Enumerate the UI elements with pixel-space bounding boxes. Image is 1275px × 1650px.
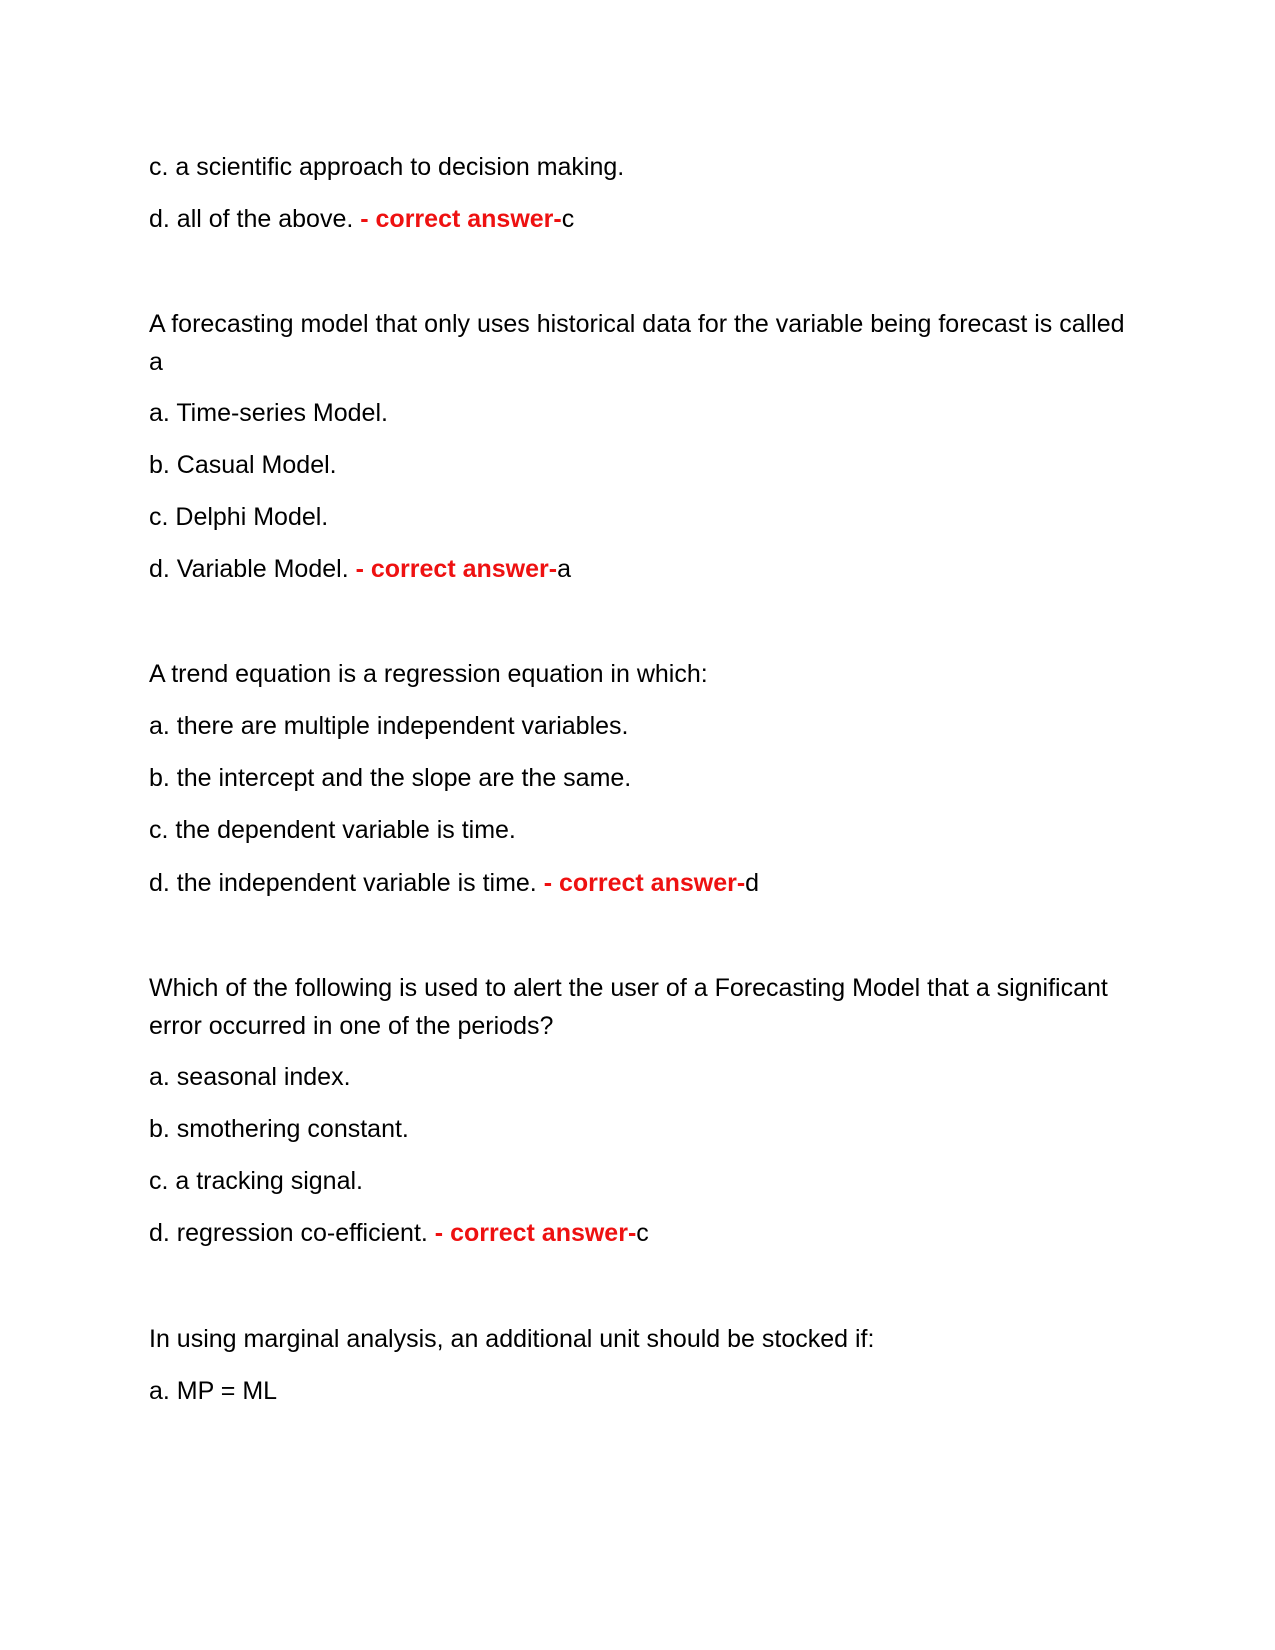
correct-answer-letter: d (745, 869, 760, 897)
q2-option-b: b. the intercept and the slope are the same. (149, 764, 632, 792)
q0-option-c: c. a scientific approach to decision making. (149, 153, 625, 181)
correct-answer-letter: c (561, 205, 575, 233)
correct-answer-marker: - correct answer- (348, 555, 558, 583)
q1-question: A forecasting model that only uses historical data for the variable being forecast is called a (149, 310, 1125, 376)
q3-option-b: b. smothering constant. (149, 1115, 409, 1143)
q1-option-a: a. Time-series Model. (149, 399, 388, 427)
q3-option-d: d. regression co-efficient. - correct answer-c (149, 1219, 649, 1247)
q1-option-d: d. Variable Model. - correct answer-a (149, 555, 571, 583)
q2-option-c: c. the dependent variable is time. (149, 816, 516, 844)
q4-option-a: a. MP = ML (149, 1377, 278, 1405)
q2-option-d: d. the independent variable is time. - correct answer-d (149, 869, 760, 897)
q0-option-d: d. all of the above. - correct answer-c (149, 205, 575, 233)
q2-option-a: a. there are multiple independent variables. (149, 712, 629, 740)
q2-question: A trend equation is a regression equation in which: (149, 660, 708, 688)
correct-answer-letter: a (557, 555, 571, 583)
q4-question: In using marginal analysis, an additional unit should be stocked if: (149, 1325, 875, 1353)
q3-option-c: c. a tracking signal. (149, 1167, 363, 1195)
q1-option-c: c. Delphi Model. (149, 503, 329, 531)
q3-question: Which of the following is used to alert the user of a Forecasting Model that a significant error occurred in one of the periods? (149, 974, 1108, 1040)
correct-answer-marker: - correct answer- (353, 205, 562, 233)
correct-answer-marker: - correct answer- (536, 869, 746, 897)
correct-answer-marker: - correct answer- (427, 1219, 637, 1247)
q1-option-b: b. Casual Model. (149, 451, 337, 479)
correct-answer-letter: c (636, 1219, 649, 1247)
q3-option-a: a. seasonal index. (149, 1063, 351, 1091)
